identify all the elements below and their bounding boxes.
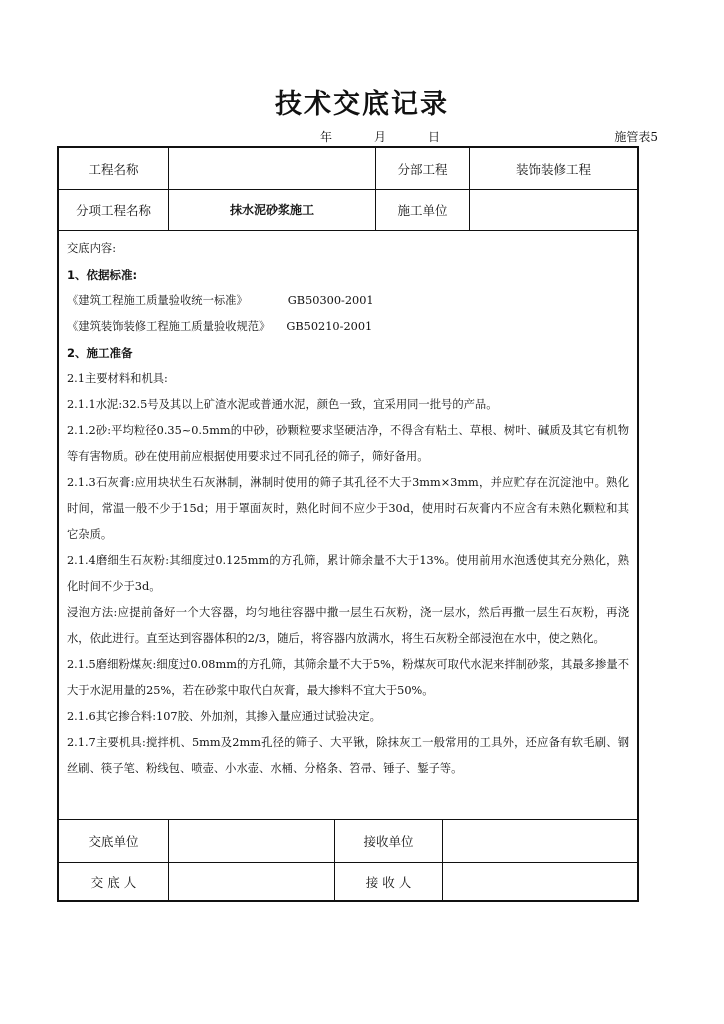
footer-row-persons [59,862,637,902]
content-paragraph: 2.1.5磨细粉煤灰:细度过0.08mm的方孔筛，其筛余量不大于5%，粉煤灰可取代水泥来拌制砂浆，其最多掺量不大于水泥用量的25%，若在砂浆中取代白灰膏，最大掺料不宜大于50%。 [67,658,629,697]
section-heading-standards: 1、依据标准: [67,268,138,282]
division-value[interactable]: 装饰装修工程 [469,148,637,189]
receiver-value[interactable] [442,862,637,902]
standard-code: GB50300-2001 [287,294,374,307]
content-paragraph: 2.1.2砂:平均粒径0.35~0.5mm的中砂，砂颗粒要求坚硬洁净，不得含有粘土、草根、树叶、碱质及其它有机物等有害物质。砂在使用前应根据使用要求过不同孔径的筛子，筛好备用。 [67,424,629,463]
standard-name: 《建筑装饰装修工程施工质量验收规范》 [67,320,271,333]
date-day-label: 日 [427,130,440,144]
header-row-project [59,148,637,190]
handover-person-value[interactable] [168,862,334,902]
project-name-label: 工程名称 [88,161,139,177]
division-label: 分部工程 [375,148,469,189]
standard-code: GB50210-2001 [286,320,373,333]
handover-content [59,230,637,820]
content-paragraph: 2.1主要材料和机具: [67,372,168,385]
content-paragraph: 2.1.6其它掺合料:107胶、外加剂，其掺入量应通过试验决定。 [67,710,381,723]
handover-unit-label: 交底单位 [88,834,139,849]
standard-item [67,288,629,314]
date-month-label: 月 [373,130,386,144]
subitem-value[interactable]: 抹水泥砂浆施工 [168,189,375,230]
receiving-unit-label: 接收单位 [334,820,442,862]
record-sheet [57,146,639,902]
handover-person-label: 交 底 人 [90,875,137,890]
handover-unit-value[interactable] [168,820,334,862]
section-heading-preparation: 2、施工准备 [67,346,133,360]
standard-name: 《建筑工程施工质量验收统一标准》 [67,294,248,307]
subitem-label: 分项工程名称 [75,202,151,218]
content-paragraph: 2.1.3石灰膏:应用块状生石灰淋制，淋制时使用的筛子其孔径不大于3mm×3mm，并应贮存在沉淀池中。熟化时间，常温一般不少于15d；用于罩面灰时，熟化时间不应少于30d，使用时石灰膏内不应含有未熟化颗粒和其它杂质。 [67,476,629,541]
content-paragraph: 2.1.7主要机具:搅拌机、5mm及2mm孔径的筛子、大平锹，除抹灰工一般常用的工具外，还应备有软毛刷、钢丝刷、筷子笔、粉线包、喷壶、小水壶、水桶、分格条、笤帚、锤子、錾子等。 [67,736,629,775]
receiving-unit-value[interactable] [442,820,637,862]
date-year-label: 年 [320,130,333,144]
content-paragraph: 2.1.4磨细生石灰粉:其细度过0.125mm的方孔筛，累计筛余量不大于13%。使用前用水泡透使其充分熟化，熟化时间不少于3d。 [67,554,629,593]
header-row-subitem [59,189,637,231]
document-title: 技术交底记录 [275,89,449,120]
footer-row-units [59,820,637,863]
content-intro: 交底内容: [67,242,116,255]
project-name-value[interactable] [168,148,375,189]
construction-unit-value[interactable] [469,189,637,230]
form-number: 施管表5 [614,130,658,144]
receiver-label: 接 收 人 [334,862,442,902]
content-paragraph: 2.1.1水泥:32.5号及其以上矿渣水泥或普通水泥，颜色一致，宜采用同一批号的产品。 [67,398,498,411]
standard-item [67,314,629,340]
content-paragraph: 浸泡方法:应提前备好一个大容器，均匀地往容器中撒一层生石灰粉，浇一层水，然后再撒一层生石灰粉，再浇水，依此进行。直至达到容器体积的2/3，随后，将容器内放满水，将生石灰粉全部浸泡在水中，使之熟化。 [67,606,629,645]
construction-unit-label: 施工单位 [375,189,469,230]
date-line [320,128,440,145]
